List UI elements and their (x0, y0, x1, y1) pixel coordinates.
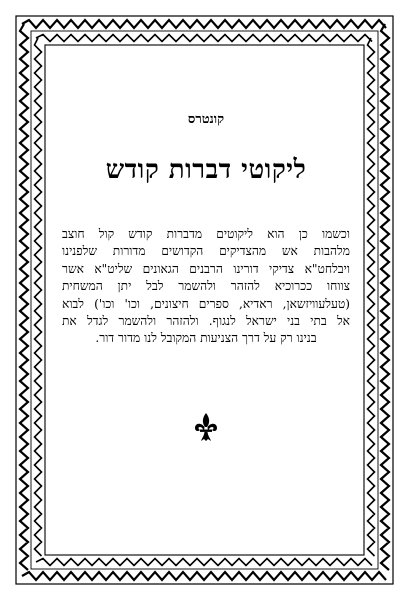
body-line: ויבלחט"א צדיקי דורינו הרבנים הגאונים שליט"א אשר (62, 261, 350, 276)
body-line: בנינו רק על דרך הצניעות המקובל לנו מדור דור. (95, 331, 317, 346)
page-title: ליקוטי דברות קודש (105, 155, 307, 185)
body-line: מלהבות אש מהצדיקים הקדושים מדורות שלפנינו (62, 244, 350, 259)
body-line: אל בתי בני ישראל לנגוף. ולהזהר ולהשמר לגדל את (62, 314, 350, 329)
body-line: וכשמו כן הוא ליקוטים מדברות קודש קול חוצב (62, 227, 350, 241)
body-line: (טעלעוויזשאן, ראדיא, ספרים חיצונים, וכו' וכו') לבוא (62, 296, 350, 311)
text-block (62, 112, 350, 348)
kicker-label: קונטרס (187, 112, 225, 127)
fleur-de-lis-icon (192, 412, 220, 442)
body-line: צווחו ככרוכיא להזהר ולהשמר לבל יתן המשחית (62, 279, 350, 294)
body-paragraph (62, 226, 350, 348)
